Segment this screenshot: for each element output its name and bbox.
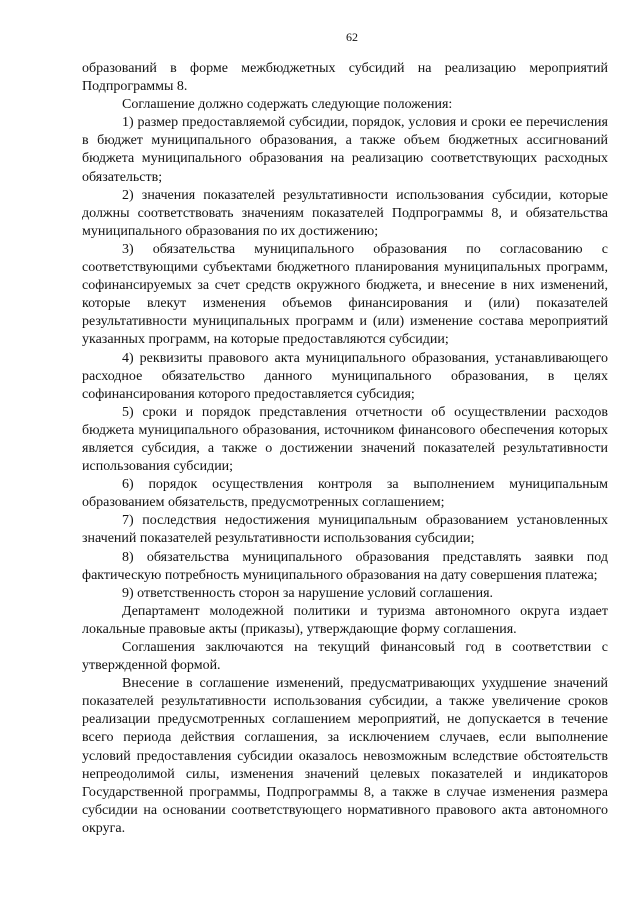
list-item-3: 3) обязательства муниципального образования по согласованию с соответствующими субъектами бюджетного планирования муниципальных программ, софинансируемых за счет средств окружного бюджета, и внесение в них изменений, которые влекут изменения объемов финансирования и (или) показателей результативности муниципальных программ и (или) изменение состава мероприятий указанных программ, на которые предоставляются субсидии;	[82, 241, 608, 348]
paragraph-department-acts: Департамент молодежной политики и туризма автономного округа издает локальные правовые акты (приказы), утверждающие форму соглашения.	[82, 603, 608, 637]
list-item-6: 6) порядок осуществления контроля за выполнением муниципальным образованием обязательств, предусмотренных соглашением;	[82, 477, 608, 511]
paragraph-agreement-intro: Соглашение должно содержать следующие положения:	[122, 97, 453, 113]
paragraph-amendments: Внесение в соглашение изменений, предусматривающих ухудшение значений показателей результативности использования субсидии, а также увеличение сроков реализации предусмотренных соглашением мероприятий, не допускается в течение всего периода действия соглашения, за исключением случаев, если выполнение условий предоставления субсидии оказалось невозможным вследствие обстоятельств непреодолимой силы, изменения значений целевых показателей и индикаторов Государственной программы, Подпрограммы 8, а также в случае изменения размера субсидии на основании соответствующего нормативного правового акта автономного округа.	[82, 676, 608, 836]
paragraph-continuation: образований в форме межбюджетных субсидий на реализацию мероприятий Подпрограммы 8.	[82, 61, 608, 95]
list-item-2: 2) значения показателей результативности использования субсидии, которые должны соответствовать значениям показателей Подпрограммы 8, и обязательства муниципального образования по их достижению;	[82, 187, 608, 239]
list-item-4: 4) реквизиты правового акта муниципального образования, устанавливающего расходное обязательство данного муниципального образования, в целях софинансирования которого предоставляется субсидия;	[82, 350, 608, 402]
list-item-9: 9) ответственность сторон за нарушение условий соглашения.	[122, 585, 494, 601]
list-item-5: 5) сроки и порядок представления отчетности об осуществлении расходов бюджета муниципального образования, источником финансового обеспечения которых является субсидия, а также о достижении значений показателей результативности использования субсидии;	[82, 404, 608, 475]
list-item-1: 1) размер предоставляемой субсидии, порядок, условия и сроки ее перечисления в бюджет муниципального образования, а также объем бюджетных ассигнований бюджета муниципального образования на реализацию соответствующих расходных обязательств;	[82, 115, 608, 185]
document-page	[82, 30, 608, 838]
list-item-7: 7) последствия недостижения муниципальным образованием установленных значений показателей результативности использования субсидии;	[82, 513, 608, 547]
document-body	[82, 60, 608, 838]
page-number: 62	[346, 30, 358, 44]
list-item-8: 8) обязательства муниципального образования представлять заявки под фактическую потребность муниципального образования на дату совершения платежа;	[82, 549, 608, 583]
paragraph-agreements-term: Соглашения заключаются на текущий финансовый год в соответствии с утвержденной формой.	[82, 640, 608, 674]
